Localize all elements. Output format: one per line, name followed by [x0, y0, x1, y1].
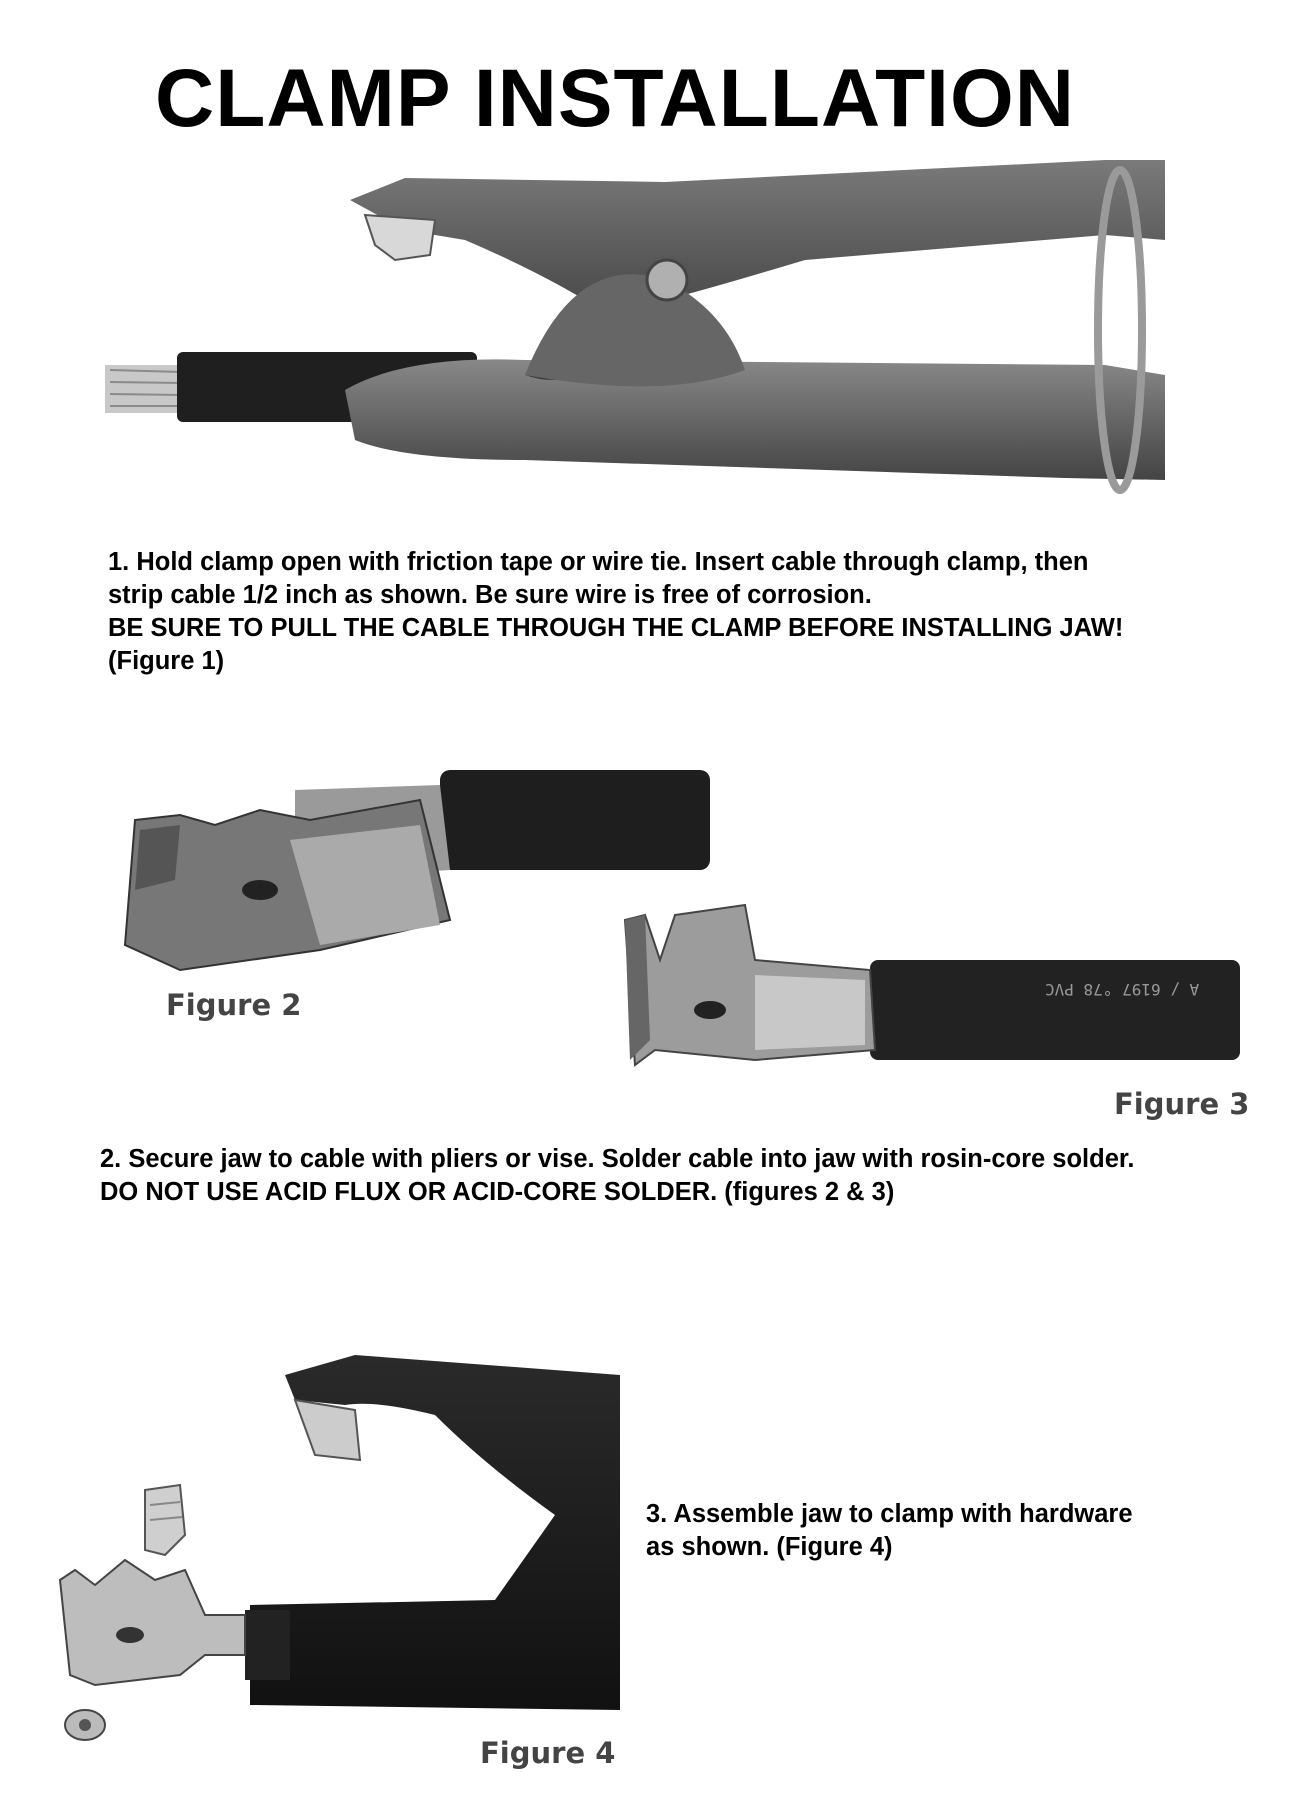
figure-3-cable-print: A / 6197 °78 PVC — [1045, 980, 1200, 999]
page-title: CLAMP INSTALLATION — [155, 53, 1075, 144]
figure-3-image — [615, 900, 1240, 1080]
step-1-line: strip cable 1/2 inch as shown. Be sure wire is free of corrosion. — [108, 581, 872, 609]
figure-3-caption: Figure 3 — [1114, 1087, 1250, 1121]
step-2-line: 2. Secure jaw to cable with pliers or vise. Solder cable into jaw with rosin-core solder. — [100, 1145, 1135, 1173]
step-1-line: (Figure 1) — [108, 647, 225, 675]
step-3-line: as shown. (Figure 4) — [646, 1533, 893, 1561]
step-2-line: DO NOT USE ACID FLUX OR ACID-CORE SOLDER. (figures 2 & 3) — [100, 1178, 895, 1206]
step-1-instructions — [108, 546, 1123, 678]
figure-4-image — [55, 1355, 630, 1745]
figure-2-caption: Figure 2 — [166, 988, 302, 1022]
step-1-line: 1. Hold clamp open with friction tape or wire tie. Insert cable through clamp, then — [108, 548, 1089, 576]
step-3-line: 3. Assemble jaw to clamp with hardware — [646, 1500, 1133, 1528]
step-1-line: BE SURE TO PULL THE CABLE THROUGH THE CLAMP BEFORE INSTALLING JAW! — [108, 614, 1124, 642]
figure-4-caption: Figure 4 — [480, 1736, 616, 1770]
step-3-instructions — [646, 1498, 1133, 1564]
step-2-instructions — [100, 1143, 1134, 1209]
figure-1-image — [105, 160, 1165, 515]
